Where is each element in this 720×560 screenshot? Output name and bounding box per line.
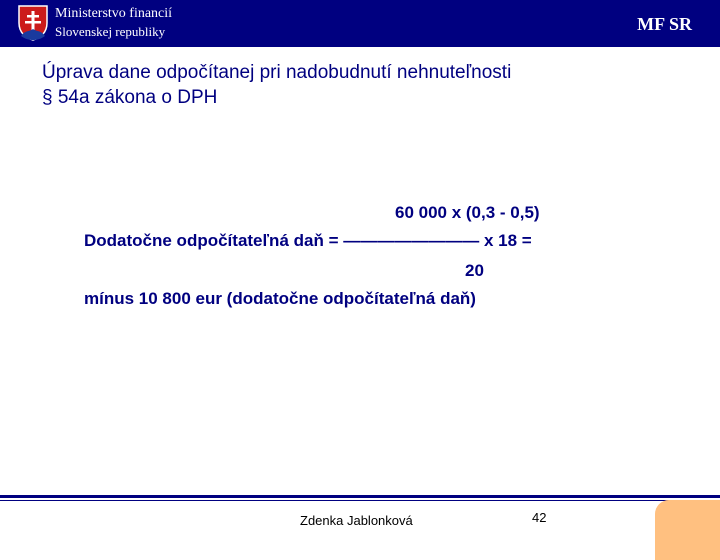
formula-result: mínus 10 800 eur (dodatočne odpočítateľná daň) <box>84 289 476 308</box>
ministry-name: Ministerstvo financií <box>55 6 173 21</box>
slovak-coat-of-arms-icon <box>18 5 48 41</box>
ministry-country: Slovenskej republiky <box>55 24 166 39</box>
slide-title <box>42 60 511 110</box>
footer-divider-thin <box>0 500 720 501</box>
page-number: 42 <box>532 510 547 525</box>
formula-denominator: 20 <box>465 261 484 280</box>
corner-accent <box>655 500 720 560</box>
footer-divider <box>0 495 720 498</box>
footer-author: Zdenka Jablonková <box>300 513 413 528</box>
header-bar <box>0 0 720 47</box>
brand-label: MF SR <box>637 14 692 34</box>
title-line-2: § 54a zákona o DPH <box>42 87 218 108</box>
formula-numerator: 60 000 x (0,3 - 0,5) <box>395 203 540 222</box>
formula-equation-line: Dodatočne odpočítateľná daň = ———————— x 18 = <box>84 231 532 250</box>
title-line-1: Úprava dane odpočítanej pri nadobudnutí nehnuteľnosti <box>42 62 512 83</box>
